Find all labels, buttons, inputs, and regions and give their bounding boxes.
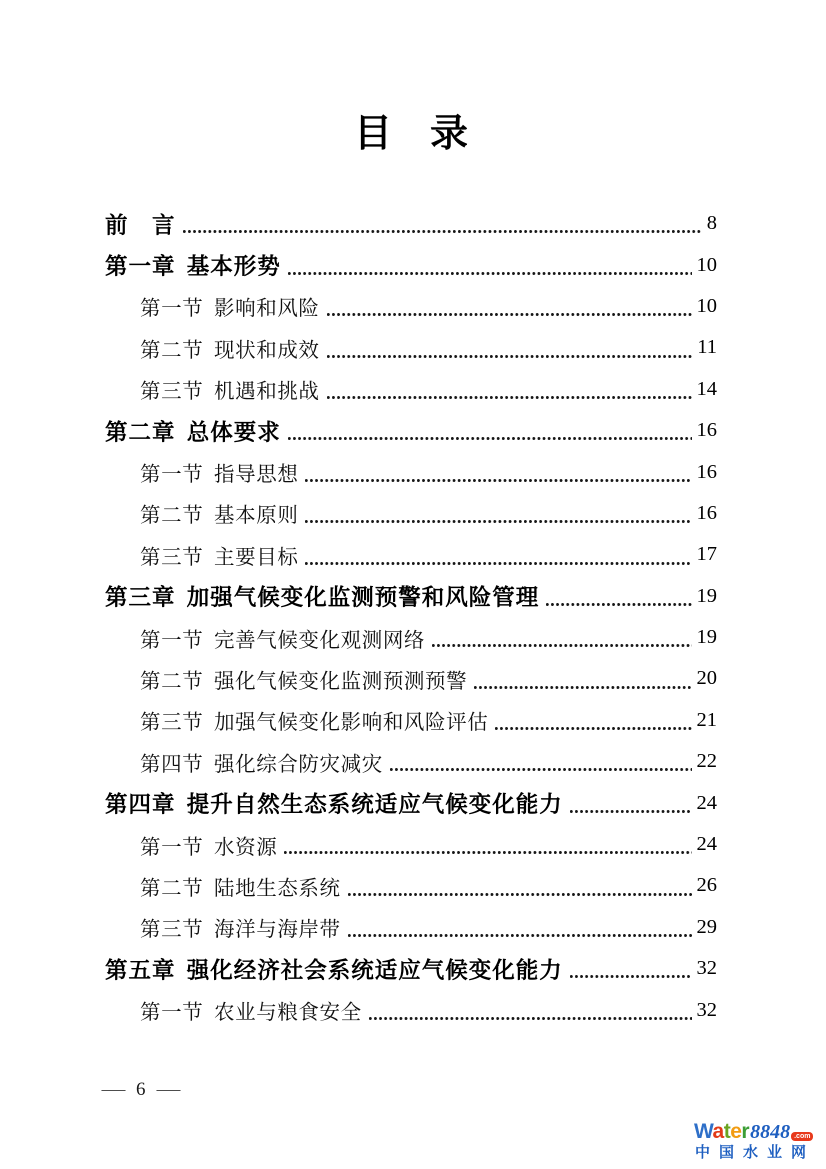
toc-entry-label: 第三节 加强气候变化影响和风险评估: [140, 712, 489, 735]
dot-leader: [320, 327, 698, 368]
toc-entry-label: 第三章 加强气候变化监测预警和风险管理: [105, 585, 540, 611]
footer-dash-right: —: [156, 1079, 180, 1100]
toc-entry[interactable]: [105, 741, 717, 782]
toc-entry-page-number: 10: [696, 253, 717, 276]
brand-letter: W: [694, 1120, 713, 1143]
toc-entry-label: 第四节 强化综合防灾减灾: [140, 753, 383, 776]
toc-entry-page-number: 11: [697, 336, 717, 359]
toc-entry-label: 第四章 提升自然生态系统适应气候变化能力: [105, 792, 563, 818]
toc-entry-label: 第一节 完善气候变化观测网络: [140, 629, 426, 652]
toc-entry[interactable]: [105, 948, 717, 989]
dot-leader: [281, 244, 697, 285]
dot-leader: [341, 865, 697, 906]
dot-leader: [467, 658, 696, 699]
toc-entry[interactable]: [105, 907, 717, 948]
toc-entry[interactable]: [105, 244, 717, 285]
brand-subtitle: 中国水业网: [695, 1144, 816, 1161]
brand-letter: r: [741, 1120, 750, 1143]
toc-entry-label: 第一节 影响和风险: [140, 298, 320, 321]
dot-leader: [563, 948, 697, 989]
brand-tld-badge: .com: [791, 1132, 813, 1141]
toc-entry-page-number: 17: [696, 543, 717, 566]
toc-entry-label: 第二节 陆地生态系统: [140, 877, 341, 900]
toc-entry-label: 第三节 机遇和挑战: [140, 381, 320, 404]
toc-entry-page-number: 10: [696, 294, 717, 317]
dot-leader: [341, 907, 697, 948]
toc-entry-label: 第二节 基本原则: [140, 505, 299, 528]
water8848-logo[interactable]: [694, 1121, 822, 1162]
toc-entry-page-number: 21: [696, 708, 717, 731]
toc-entry[interactable]: [105, 286, 717, 327]
toc-entry[interactable]: [105, 203, 717, 244]
dot-leader: [176, 203, 707, 244]
brand-letter: e: [730, 1120, 742, 1143]
toc-entry-page-number: 24: [696, 791, 717, 814]
toc-entry-label: 第一章 基本形势: [105, 254, 281, 280]
dot-leader: [320, 369, 697, 410]
toc-entry-label: 第二节 强化气候变化监测预测预警: [140, 670, 468, 693]
toc-entry[interactable]: [105, 782, 717, 823]
toc-entry[interactable]: [105, 617, 717, 658]
toc-entry-page-number: 16: [696, 419, 717, 442]
brand-number: 8848: [750, 1121, 791, 1143]
dot-leader: [563, 782, 697, 823]
footer-dash-left: —: [101, 1079, 126, 1100]
toc-entry[interactable]: [105, 534, 717, 575]
toc-entry-label: 第五章 强化经济社会系统适应气候变化能力: [105, 957, 563, 983]
brand-water-text: [694, 1121, 749, 1142]
toc-entry[interactable]: [105, 451, 717, 492]
toc-entry-label: 第一节 指导思想: [140, 464, 299, 487]
dot-leader: [425, 617, 696, 658]
toc-entry[interactable]: [105, 865, 717, 906]
dot-leader: [362, 989, 697, 1030]
dot-leader: [277, 824, 696, 865]
toc-entry-page-number: 19: [696, 584, 717, 607]
toc-entry-label: 第一节 农业与粮食安全: [140, 1002, 362, 1025]
toc-entry-page-number: 32: [696, 998, 717, 1021]
toc-entry[interactable]: [105, 658, 717, 699]
toc-entry-label: 第一节 水资源: [140, 836, 278, 859]
brand-wordmark: [694, 1121, 822, 1142]
page-title: 目 录: [353, 113, 468, 155]
toc-entry-page-number: 32: [696, 957, 717, 980]
toc-entry-page-number: 16: [696, 460, 717, 483]
toc-entry-page-number: 24: [696, 833, 717, 856]
toc-entry-page-number: 19: [696, 626, 717, 649]
brand-letter: a: [712, 1120, 724, 1143]
toc-entry[interactable]: [105, 989, 717, 1030]
toc-entry-label: 第三节 主要目标: [140, 546, 299, 569]
toc-entry-page-number: 20: [696, 667, 717, 690]
dot-leader: [488, 700, 696, 741]
toc-entry-page-number: 16: [696, 501, 717, 524]
page-footer: [101, 1079, 180, 1101]
toc-entry[interactable]: [105, 700, 717, 741]
toc-entry-page-number: 14: [696, 377, 717, 400]
brand-letter: t: [723, 1120, 731, 1143]
dot-leader: [320, 286, 697, 327]
toc-entry[interactable]: [105, 369, 717, 410]
dot-leader: [298, 451, 696, 492]
toc-entry-page-number: 8: [706, 212, 717, 235]
toc-entry[interactable]: [105, 824, 717, 865]
toc-entry-label: 第二节 现状和成效: [140, 339, 320, 362]
toc-entry-page-number: 29: [696, 915, 717, 938]
dot-leader: [383, 741, 697, 782]
toc-entry[interactable]: [105, 410, 717, 451]
toc-entry[interactable]: [105, 493, 717, 534]
toc-entry[interactable]: [105, 327, 717, 368]
table-of-contents: [105, 203, 717, 1031]
toc-entry-label: 第二章 总体要求: [105, 419, 281, 445]
toc-entry-label: 第三节 海洋与海岸带: [140, 919, 341, 942]
dot-leader: [539, 576, 696, 617]
folio-page-number: 6: [136, 1079, 146, 1100]
dot-leader: [298, 493, 696, 534]
dot-leader: [298, 534, 696, 575]
dot-leader: [281, 410, 697, 451]
toc-entry[interactable]: [105, 576, 717, 617]
toc-entry-label: 前 言: [105, 212, 176, 238]
toc-entry-page-number: 22: [696, 750, 717, 773]
toc-entry-page-number: 26: [696, 874, 717, 897]
